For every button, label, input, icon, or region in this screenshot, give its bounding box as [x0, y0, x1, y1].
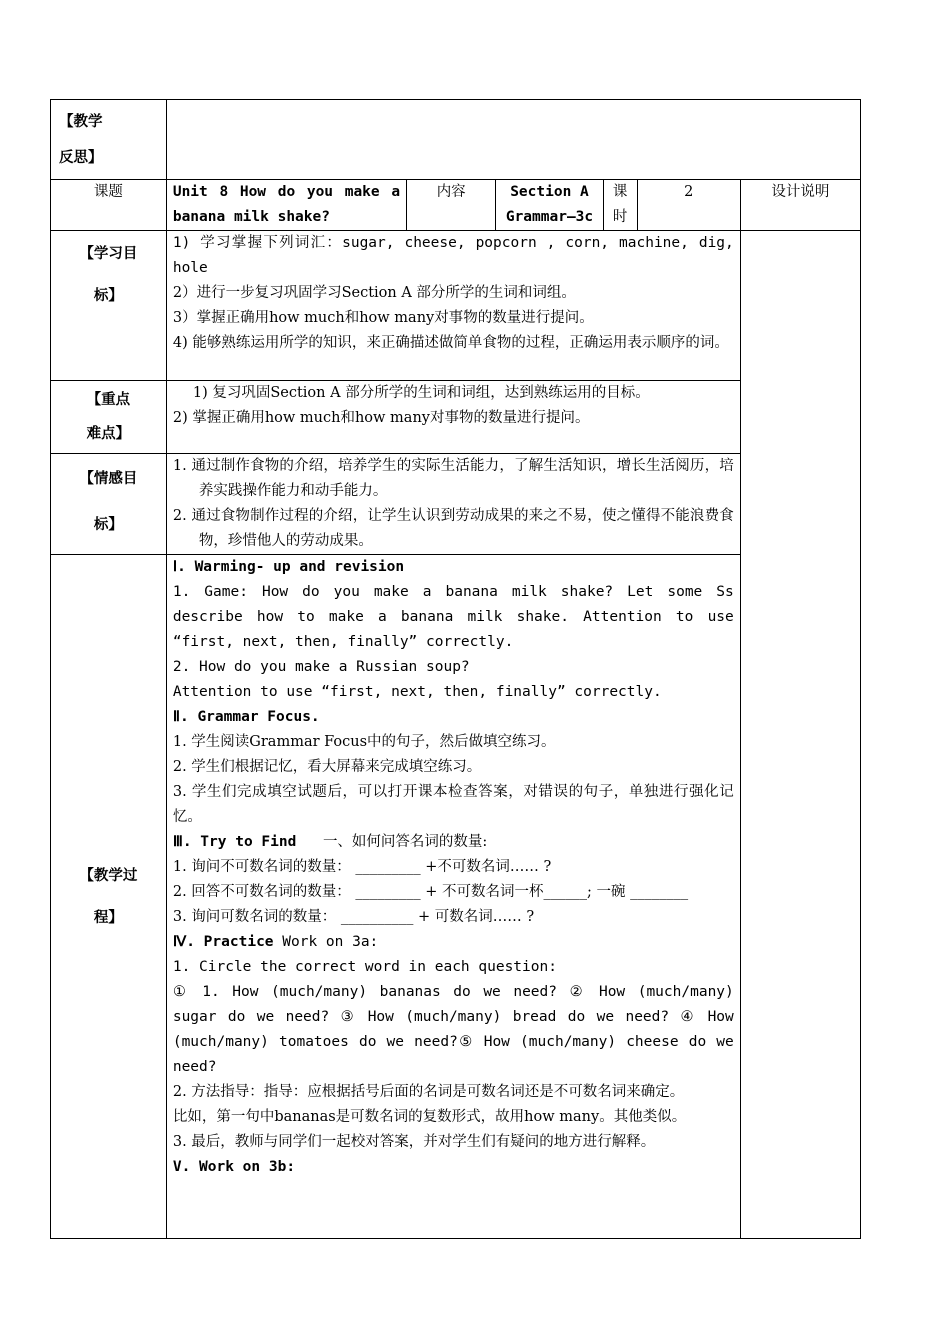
section-heading: Ⅱ. Grammar Focus. — [172, 709, 320, 725]
design-notes-column — [740, 231, 860, 1239]
emotional-goal-item: 1. 通过制作食物的介绍，培养学生的实际生活能力，了解生活知识，增长生活阅历，培养实践操作能力和动手能力。 — [172, 458, 734, 499]
process-line: Attention to use “first, next, then, finally” correctly. — [172, 684, 662, 700]
section-heading: V. Work on 3b: — [172, 1159, 296, 1175]
teaching-process-label: 【教学过 程】 — [51, 555, 167, 1239]
emotional-goals-label: 【情感目 标】 — [51, 454, 167, 555]
emotional-goals-row — [51, 454, 861, 555]
content-label: 内容 — [407, 180, 496, 231]
emotional-goals-content — [166, 454, 740, 555]
section-heading: Ⅲ. Try to Find 一、如何问答名词的数量: — [172, 834, 488, 850]
key-points-content — [166, 381, 740, 454]
key-points-label: 【重点 难点】 — [51, 381, 167, 454]
process-line: 1. 学生阅读Grammar Focus中的句子，然后做填空练习。 — [172, 734, 556, 750]
emotional-goal-item: 2. 通过食物制作过程的介绍，让学生认识到劳动成果的来之不易，使之懂得不能浪费食物，珍惜他人的劳动成果。 — [172, 508, 734, 549]
period-value: 2 — [637, 180, 740, 231]
header-row — [51, 180, 861, 231]
process-line: 比如，第一句中bananas是可数名词的复数形式，故用how many。其他类似。 — [172, 1109, 687, 1125]
objective-item: 3）掌握正确用how much和how many对事物的数量进行提问。 — [172, 310, 594, 326]
process-line: 1. Game: How do you make a banana milk shake? Let some Ss describe how to make a banana milk shake. Attention to use “first, next, then, finally” correctly. — [172, 584, 734, 650]
key-point-item: 1) 复习巩固Section A 部分所学的生词和词组，达到熟练运用的目标。 — [192, 385, 650, 401]
teaching-process-content — [166, 555, 740, 1239]
content-value: Section A Grammar—3c — [496, 180, 603, 231]
process-line: 2. 回答不可数名词的数量： _________ + 不可数名词一杯______; 一碗 ________ — [172, 884, 689, 900]
process-line: 1. 询问不可数名词的数量： _________ +不可数名词…… ? — [172, 859, 552, 875]
process-line: 3. 询问可数名词的数量： __________ + 可数名词…… ? — [172, 909, 535, 925]
process-line: 1. Circle the correct word in each question: — [172, 959, 557, 975]
process-line: 3. 学生们完成填空试题后，可以打开课本检查答案，对错误的句子，单独进行强化记忆。 — [172, 784, 734, 825]
reflection-label: 【教学 反思】 — [51, 100, 167, 180]
period-label: 课 时 — [603, 180, 637, 231]
process-line: ① 1. How (much/many) bananas do we need? ② How (much/many) sugar do we need? ③ How (much/many) bread do we need? ④ How (much/many) tomatoes do we need?⑤ How (much/many) cheese do we need? — [172, 984, 734, 1075]
lesson-plan-table — [50, 99, 861, 1239]
objectives-content — [166, 231, 740, 381]
objectives-label: 【学习目 标】 — [51, 231, 167, 381]
objective-item: 1) 学习掌握下列词汇：sugar, cheese, popcorn , corn, machine, dig, hole — [172, 235, 734, 276]
process-line: 2. 方法指导：指导：应根据括号后面的名词是可数名词还是不可数名词来确定。 — [172, 1084, 685, 1100]
section-heading: Ⅰ. Warming- up and revision — [172, 559, 405, 575]
teaching-process-row — [51, 555, 861, 1239]
objectives-row — [51, 231, 861, 381]
topic-label: 课题 — [51, 180, 167, 231]
design-notes-label: 设计说明 — [740, 180, 860, 231]
objective-item: 4) 能够熟练运用所学的知识，来正确描述做简单食物的过程，正确运用表示顺序的词。 — [172, 335, 729, 351]
objective-item: 2）进行一步复习巩固学习Section A 部分所学的生词和词组。 — [172, 285, 576, 301]
section-heading: Ⅳ. Practice Work on 3a: — [172, 934, 379, 950]
reflection-content — [166, 100, 860, 180]
topic-value: Unit 8 How do you make a banana milk shake? — [166, 180, 406, 231]
key-point-item: 2) 掌握正确用how much和how many对事物的数量进行提问。 — [172, 410, 590, 426]
process-line: 2. How do you make a Russian soup? — [172, 659, 470, 675]
process-line: 3. 最后，教师与同学们一起校对答案，并对学生们有疑问的地方进行解释。 — [172, 1134, 656, 1150]
key-points-row — [51, 381, 861, 454]
process-line: 2. 学生们根据记忆，看大屏幕来完成填空练习。 — [172, 759, 482, 775]
reflection-row — [51, 100, 861, 180]
